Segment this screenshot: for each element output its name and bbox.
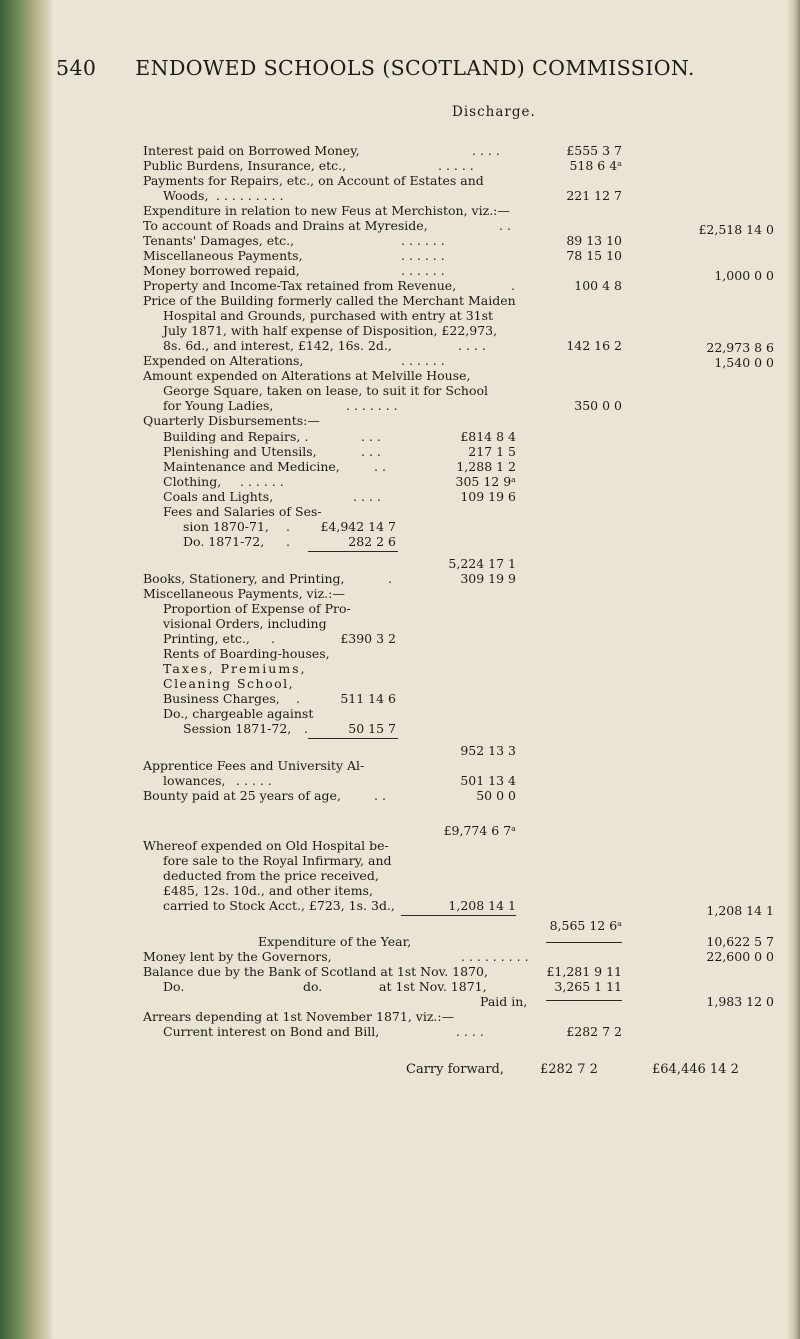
amount-col-b: 1,208 14 1 (706, 903, 774, 918)
line-text: Money borrowed repaid, (143, 263, 300, 278)
leader-dots: . . . . . . . . . (461, 949, 529, 964)
line-text: Apprentice Fees and University Al- (143, 758, 365, 773)
amount-col-a: 3,265 1 11 (554, 979, 622, 994)
amount-col-b: 1,540 0 0 (714, 355, 774, 370)
line-text: fore sale to the Royal Infirmary, and (163, 853, 392, 868)
sum-rule (308, 738, 398, 739)
amount-col-a: £555 3 7 (566, 143, 622, 158)
leader-dots: . . . . . . (401, 233, 445, 248)
amount-col-b: 1,000 0 0 (714, 268, 774, 283)
line-text: Miscellaneous Payments, (143, 248, 303, 263)
amount-col-sub: 50 15 7 (348, 721, 396, 736)
line-text: Expenditure in relation to new Feus at Merchiston, viz.:— (143, 203, 510, 218)
line-text: at 1st Nov. 1871, (379, 979, 487, 994)
line-text: Hospital and Grounds, purchased with entry at 31st (163, 308, 494, 323)
line-text: Building and Repairs, . (163, 429, 309, 444)
leader-dots: . . (499, 218, 511, 233)
leader-dots: . . . . (472, 143, 500, 158)
amount-col-sub: 282 2 6 (348, 534, 396, 549)
leader-dots: . . (374, 459, 386, 474)
amount-col-b: 10,622 5 7 (706, 934, 774, 949)
amount-col-sub: 511 14 6 (340, 691, 396, 706)
line-text: for Young Ladies, (163, 398, 274, 413)
line-text: Arrears depending at 1st November 1871, viz.:— (143, 1009, 455, 1024)
leader-dots: . . . . (353, 489, 381, 504)
line-text: Property and Income-Tax retained from Revenue, (143, 278, 457, 293)
line-text: Payments for Repairs, etc., on Account of Estates and (143, 173, 484, 188)
amount-col-q: 109 19 6 (460, 489, 516, 504)
amount-col-q: 1,288 1 2 (456, 459, 516, 474)
amount-col-q: 501 13 4 (460, 773, 516, 788)
line-text: Proportion of Expense of Pro- (163, 601, 351, 616)
amount-col-a: 100 4 8 (574, 278, 622, 293)
leader-dots: . . . . . . (401, 353, 445, 368)
leader-dots: . (271, 631, 275, 646)
leader-dots: . . . . . (236, 773, 272, 788)
leader-dots: . . . . (456, 1024, 484, 1039)
section-title: Discharge. (452, 104, 536, 120)
sum-rule (308, 551, 398, 552)
amount-col-b: £2,518 14 0 (698, 222, 774, 237)
book-binding-edge (0, 0, 52, 1339)
leader-dots: . . . . . . (401, 248, 445, 263)
leader-dots: . . . (361, 429, 381, 444)
running-title: ENDOWED SCHOOLS (SCOTLAND) COMMISSION. (135, 56, 695, 80)
line-text: Business Charges, (163, 691, 280, 706)
amount-col-a: 78 15 10 (566, 248, 622, 263)
sum-rule (401, 915, 516, 916)
leader-dots: . (511, 278, 515, 293)
line-text: Do., chargeable against (163, 706, 314, 721)
carry-forward-label: Carry forward, (406, 1062, 505, 1077)
amount-col-b: 22,600 0 0 (706, 949, 774, 964)
amount-col-sub: £390 3 2 (340, 631, 396, 646)
line-text: deducted from the price received, (163, 868, 379, 883)
amount-col-a: 221 12 7 (566, 188, 622, 203)
line-text: lowances, (163, 773, 226, 788)
leader-dots: . . . . . . (401, 263, 445, 278)
leader-dots: . . . . . (438, 158, 474, 173)
amount-col-a: 8,565 12 6ᵃ (549, 918, 622, 933)
amount-col-a: 350 0 0 (574, 398, 622, 413)
leader-dots: . . (374, 788, 386, 803)
line-text: July 1871, with half expense of Disposition, £22,973, (163, 323, 498, 338)
amount-col-a: £282 7 2 (566, 1024, 622, 1039)
leader-dots: . . . . . . (240, 474, 284, 489)
amount-col-q: 952 13 3 (460, 743, 516, 758)
line-text: George Square, taken on lease, to suit it for School (163, 383, 489, 398)
line-text: visional Orders, including (163, 616, 327, 631)
page-number: 540 (56, 56, 97, 80)
line-text: Rents of Boarding-houses, (163, 646, 330, 661)
carry-forward-amount-a: £282 7 2 (540, 1062, 598, 1077)
carry-forward-amount-b: £64,446 14 2 (652, 1062, 739, 1077)
line-text: Woods, (163, 188, 209, 203)
line-text: Miscellaneous Payments, viz.:— (143, 586, 345, 601)
line-text: Expenditure of the Year, (258, 934, 412, 949)
amount-col-q: 217 1 5 (468, 444, 516, 459)
leader-dots: . . . . (458, 338, 486, 353)
line-text: Printing, etc., (163, 631, 250, 646)
line-text: Quarterly Disbursements:— (143, 413, 320, 428)
leader-dots: . . . (361, 444, 381, 459)
amount-col-q: 1,208 14 1 (448, 898, 516, 913)
amount-col-q: 50 0 0 (476, 788, 516, 803)
line-text: Current interest on Bond and Bill, (163, 1024, 380, 1039)
amount-col-b: 22,973 8 6 (706, 340, 774, 355)
line-text: Books, Stationery, and Printing, (143, 571, 345, 586)
leader-dots: . (304, 721, 308, 736)
leader-dots: . . . . . . . . . (216, 188, 284, 203)
amount-col-a: 142 16 2 (566, 338, 622, 353)
sum-rule (546, 1000, 622, 1001)
leader-dots: . (388, 571, 392, 586)
page-right-edge (786, 0, 800, 1339)
line-text: Maintenance and Medicine, (163, 459, 340, 474)
leader-dots: . . . . . . . (346, 398, 398, 413)
amount-col-a: 89 13 10 (566, 233, 622, 248)
line-text: Public Burdens, Insurance, etc., (143, 158, 347, 173)
leader-dots: . (296, 691, 300, 706)
amount-col-q: £814 8 4 (460, 429, 516, 444)
line-text: sion 1870-71, (183, 519, 269, 534)
line-text: Price of the Building formerly called the Merchant Maiden (143, 293, 516, 308)
line-text: £485, 12s. 10d., and other items, (163, 883, 373, 898)
line-text: Balance due by the Bank of Scotland at 1st Nov. 1870, (143, 964, 488, 979)
line-text: 8s. 6d., and interest, £142, 16s. 2d., (163, 338, 392, 353)
line-text: Money lent by the Governors, (143, 949, 332, 964)
line-text: Coals and Lights, (163, 489, 274, 504)
amount-col-b: 1,983 12 0 (706, 994, 774, 1009)
line-text: Do. (163, 979, 185, 994)
line-text: To account of Roads and Drains at Myreside, (143, 218, 428, 233)
line-text: Session 1871-72, (183, 721, 292, 736)
line-text: Cleaning School, (163, 676, 295, 691)
line-text: Do. 1871-72, (183, 534, 265, 549)
line-text: Taxes, Premiums, (163, 661, 307, 676)
amount-col-a: £1,281 9 11 (546, 964, 622, 979)
line-text: do. (303, 979, 323, 994)
amount-col-q: 305 12 9ᵃ (455, 474, 516, 489)
line-text: Interest paid on Borrowed Money, (143, 143, 360, 158)
document-page (56, 0, 786, 1339)
line-text: Amount expended on Alterations at Melville House, (143, 368, 471, 383)
amount-col-a: 518 6 4ᵃ (569, 158, 622, 173)
line-text: Clothing, (163, 474, 222, 489)
line-text: Bounty paid at 25 years of age, (143, 788, 341, 803)
sum-rule (546, 942, 622, 943)
line-text: Tenants' Damages, etc., (143, 233, 295, 248)
leader-dots: . (286, 519, 290, 534)
line-text: Whereof expended on Old Hospital be- (143, 838, 389, 853)
leader-dots: . (286, 534, 290, 549)
amount-col-sub: £4,942 14 7 (320, 519, 396, 534)
line-text: Paid in, (480, 994, 528, 1009)
line-text: Fees and Salaries of Ses- (163, 504, 322, 519)
line-text: Expended on Alterations, (143, 353, 304, 368)
running-header (56, 56, 695, 80)
amount-col-q: 309 19 9 (460, 571, 516, 586)
amount-col-q: 5,224 17 1 (448, 556, 516, 571)
line-text: Plenishing and Utensils, (163, 444, 317, 459)
amount-col-q: £9,774 6 7ᵃ (443, 823, 516, 838)
line-text: carried to Stock Acct., £723, 1s. 3d., (163, 898, 395, 913)
